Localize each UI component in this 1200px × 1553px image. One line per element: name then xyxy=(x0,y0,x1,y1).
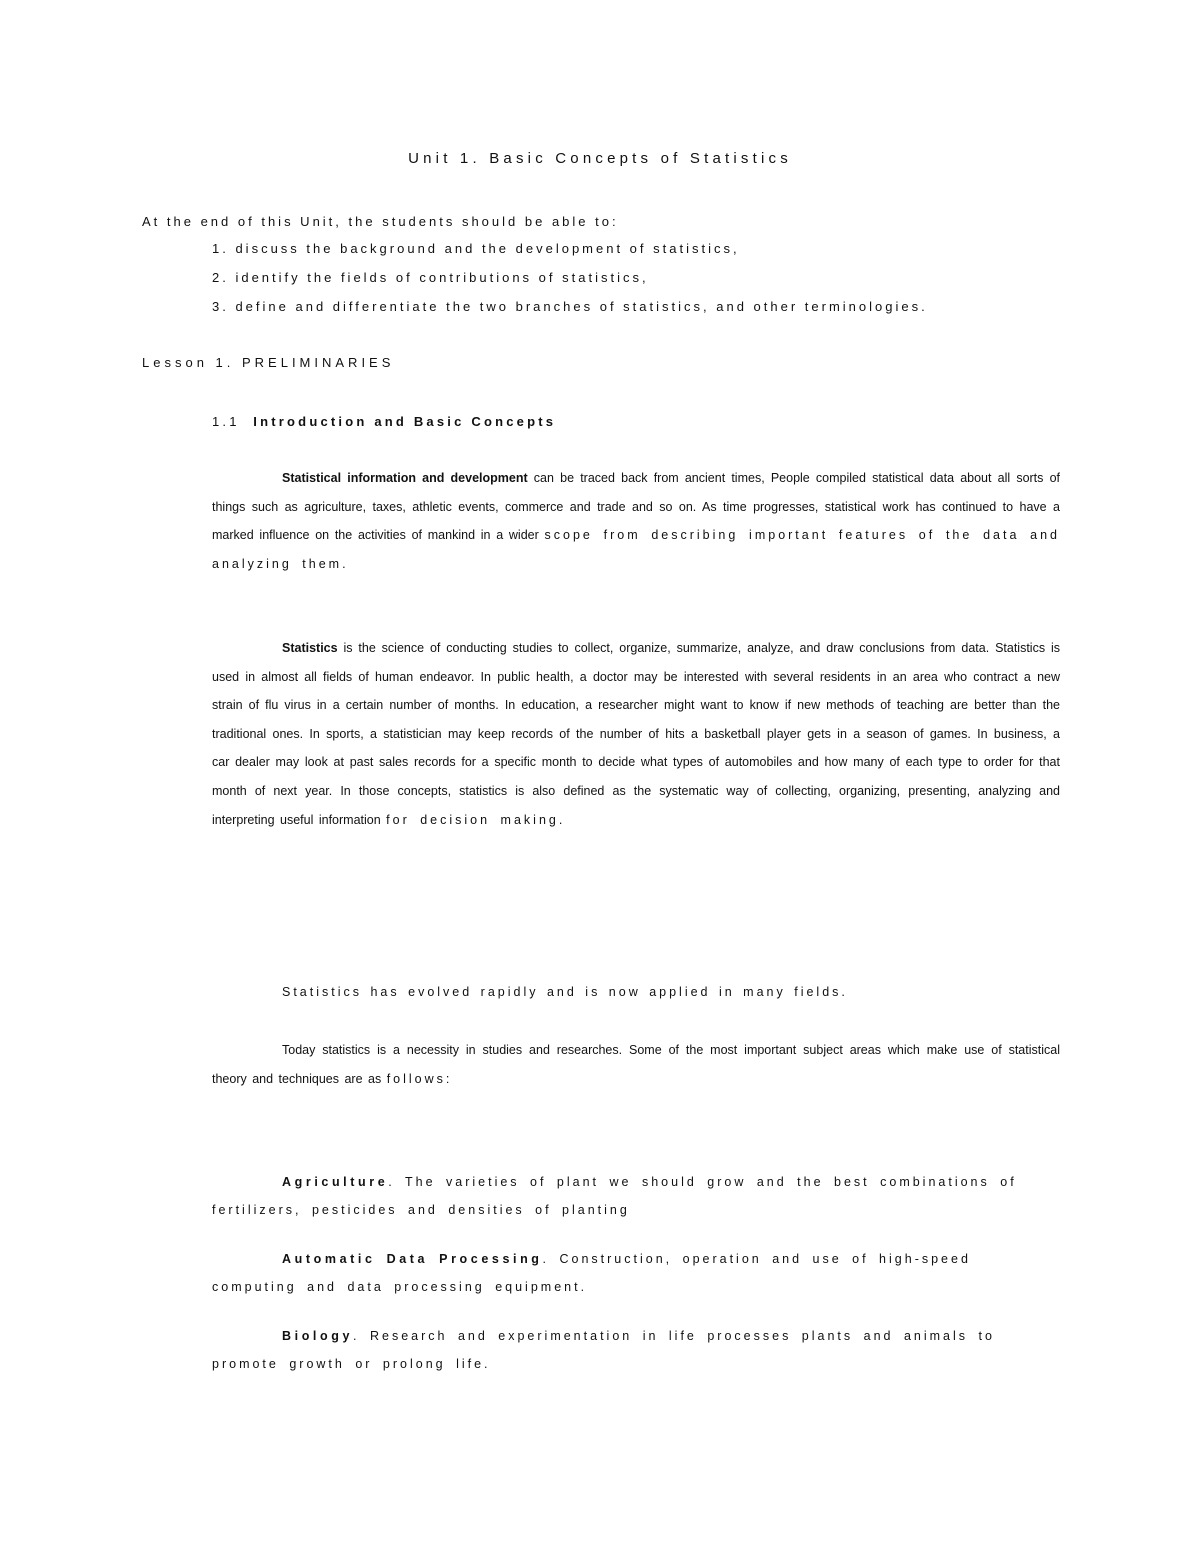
unit-title: Unit 1. Basic Concepts of Statistics xyxy=(408,150,792,167)
paragraph-tail: for decision making. xyxy=(386,812,566,827)
field-name: Biology xyxy=(282,1329,354,1343)
objectives-intro: At the end of this Unit, the students should be able to: xyxy=(142,214,619,229)
section-heading xyxy=(212,414,556,429)
paragraph-evolution: Statistics has evolved rapidly and is now applied in many fields. xyxy=(282,985,848,999)
field-name: Automatic Data Processing xyxy=(282,1252,543,1266)
objective-item: 3. define and differentiate the two branches of statistics, and other terminologies. xyxy=(212,299,928,314)
section-title: Introduction and Basic Concepts xyxy=(253,414,557,429)
objective-item: 2. identify the fields of contributions of statistics, xyxy=(212,270,649,285)
paragraph-body: is the science of conducting studies to collect, organize, summarize, analyze, and draw conclusions from data. Statistics is used in almost all fields of human endeavor. In public health, a doctor may be interested with several residents in an area who contract a new strain of flu virus in a certain number of months. In education, a researcher might want to know if new methods of teaching are better than the traditional ones. In sports, a statistician may keep records of the number of hits a basketball player gets in a season of games. In business, a car dealer may look at past sales records for a specific month to decide what types of automobiles and how many of each type to order for that month of next year. In those concepts, statistics is also defined as the systematic way of collecting, organizing, presenting, analyzing and interpreting useful information xyxy=(212,641,1060,827)
paragraph-tail: follows: xyxy=(386,1071,453,1086)
section-number: 1.1 xyxy=(212,414,240,429)
field-name: Agriculture xyxy=(282,1175,389,1189)
field-description: . Construction, operation and use of high-speed computing and data processing equipment. xyxy=(212,1252,971,1294)
objective-item: 1. discuss the background and the development of statistics, xyxy=(212,241,740,256)
field-description: . Research and experimentation in life processes plants and animals to promote growth or prolong life. xyxy=(212,1329,995,1371)
paragraph-tail: scope from describing important features of the data and analyzing them. xyxy=(212,528,1060,571)
lesson-title: Lesson 1. PRELIMINARIES xyxy=(142,355,395,370)
paragraph-lead-term: Statistical information and development xyxy=(282,471,528,485)
paragraph-history xyxy=(212,464,1060,578)
field-biology xyxy=(212,1322,1060,1378)
field-automatic-data-processing xyxy=(212,1245,1060,1301)
paragraph-definition xyxy=(212,634,1060,834)
objectives-list xyxy=(212,241,928,328)
paragraph-applications xyxy=(212,1036,1060,1093)
field-agriculture xyxy=(212,1168,1060,1224)
paragraph-lead-term: Statistics xyxy=(282,641,338,655)
field-description: . The varieties of plant we should grow and the best combinations of fertilizers, pesticides and densities of planting xyxy=(212,1175,1017,1217)
paragraph-body: can be traced back from ancient times, People compiled statistical data about all sorts of things such as agriculture, taxes, athletic events, commerce and trade and so on. As time progresses, statistical work has continued to have a marked influence on the activities of mankind in a wider xyxy=(212,471,1061,543)
paragraph-body: Today statistics is a necessity in studies and researches. Some of the most important subject areas which make use of statistical theory and techniques are as xyxy=(212,1043,1060,1086)
